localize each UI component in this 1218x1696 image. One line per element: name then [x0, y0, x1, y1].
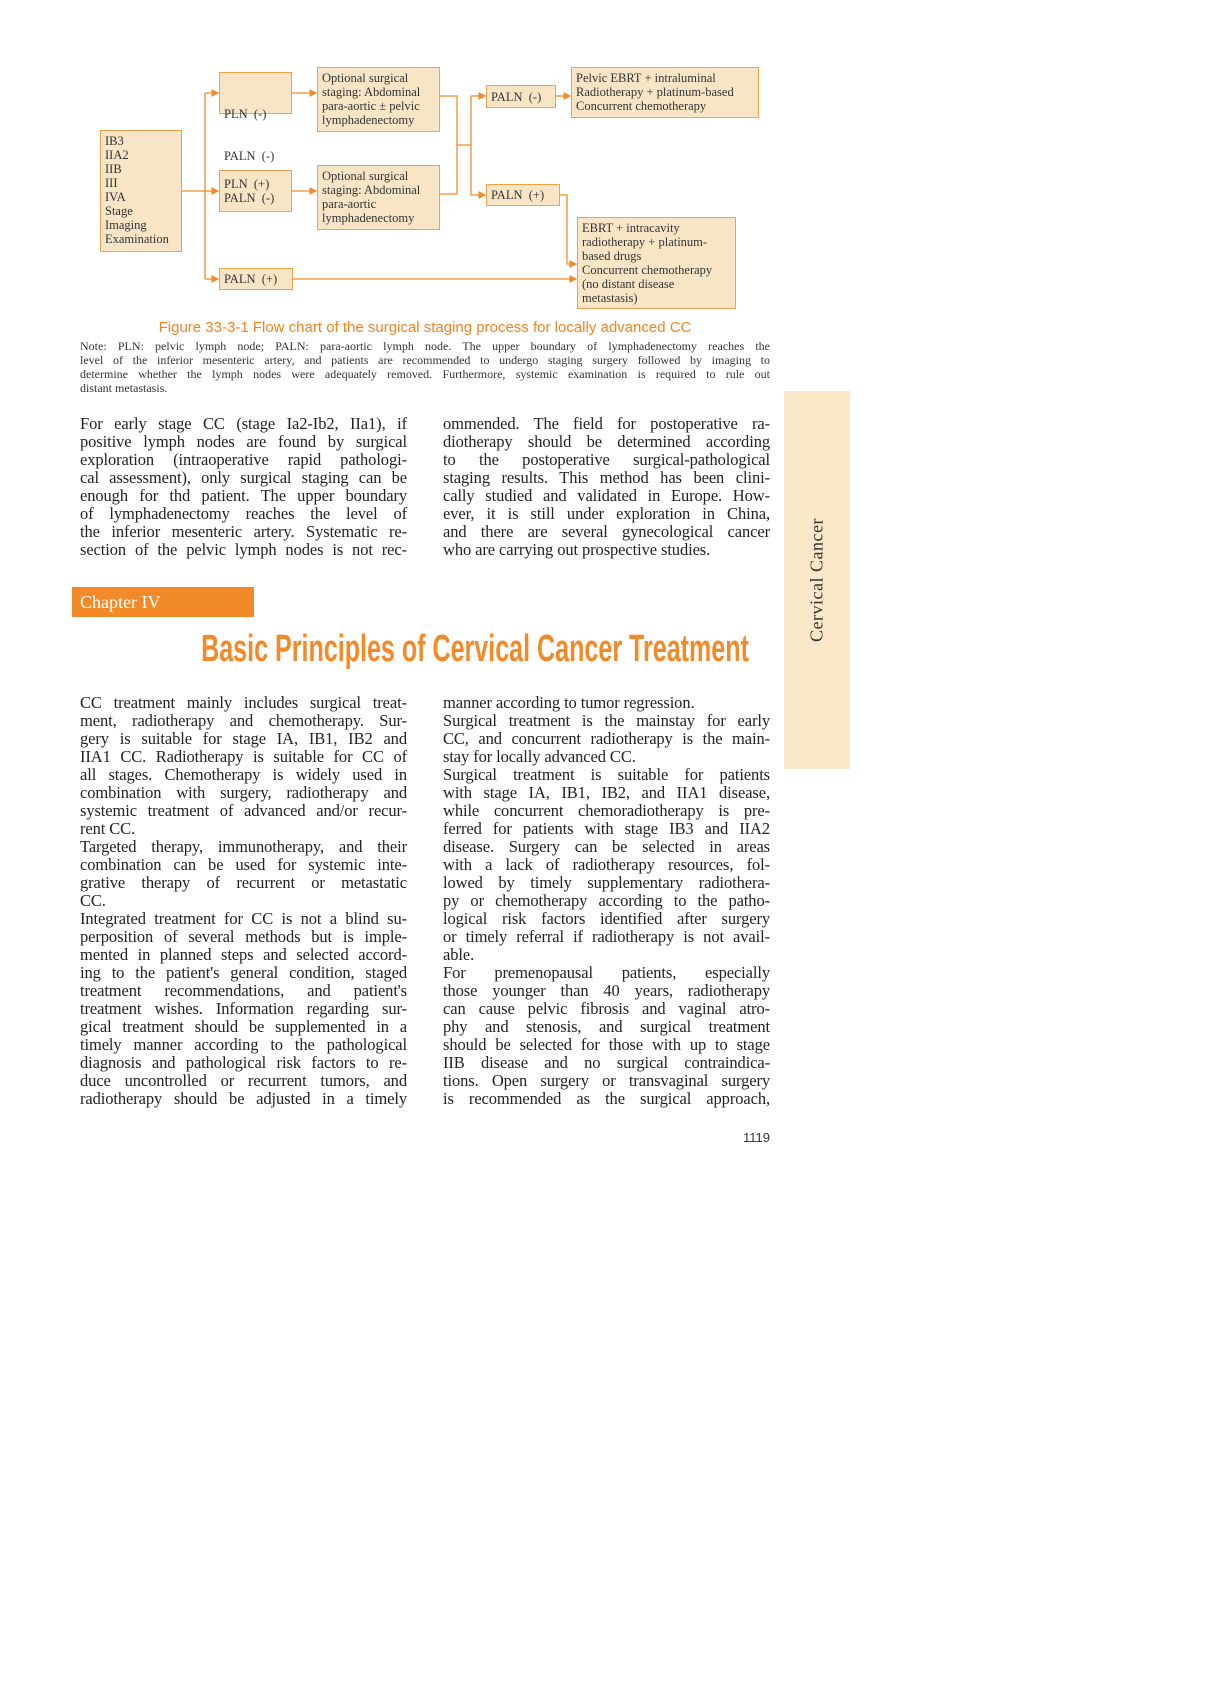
text-line: positive lymph nodes are found by surgical	[80, 432, 407, 451]
box-paln-pos-right	[486, 184, 560, 206]
box-line: (no distant disease	[582, 277, 675, 291]
text-line: CC treatment mainly includes surgical treat-	[80, 693, 407, 712]
text-line: grative therapy of recurrent or metastatic	[80, 873, 407, 892]
text-line: ferred for patients with stage IB3 and IIA2	[443, 819, 770, 838]
text-line: py or chemotherapy according to the patho-	[443, 891, 770, 910]
text-line: exploration (intraoperative rapid pathologi-	[80, 450, 407, 469]
arrow	[560, 195, 576, 264]
text-line: is recommended as the surgical approach,	[443, 1089, 770, 1108]
text-line: tions. Open surgery or transvaginal surgery	[443, 1071, 770, 1090]
text-line: can cause pelvic fibrosis and vaginal atro-	[443, 999, 770, 1018]
text-line: cal assessment), only surgical staging can be	[80, 468, 407, 487]
box-pln-pos-paln-neg	[219, 170, 292, 212]
text-line: stay for locally advanced CC.	[443, 747, 636, 766]
text-line: radiotherapy should be adjusted in a timely	[80, 1089, 407, 1108]
box-line: Examination	[105, 232, 169, 246]
box-line: IIA2	[105, 148, 129, 162]
box-line: lymphadenectomy	[322, 211, 415, 225]
text-line: mented in planned steps and selected accord-	[80, 945, 407, 964]
section2-left-column	[80, 694, 407, 1108]
box-line: Stage	[105, 204, 133, 218]
box-line: III	[105, 176, 118, 190]
text-line: combination with surgery, radiotherapy and	[80, 783, 407, 802]
text-line: logical risk factors identified after surgery	[443, 909, 770, 928]
section1-right-column	[443, 415, 770, 559]
text-line: who are carrying out prospective studies.	[443, 540, 711, 559]
text-line: gery is suitable for stage IA, IB1, IB2 and	[80, 729, 407, 748]
text-line: Surgical treatment is suitable for patients	[443, 765, 770, 784]
text-line: and there are several gynecological cancer	[443, 522, 770, 541]
text-line: For premenopausal patients, especially	[443, 963, 770, 982]
text-line: combination can be used for systemic inte-	[80, 855, 407, 874]
text-line: Surgical treatment is the mainstay for early	[443, 711, 770, 730]
text-line: CC, and concurrent radiotherapy is the main-	[443, 729, 770, 748]
box-line: PALN (+)	[491, 188, 545, 202]
side-tab-label: Cervical Cancer	[806, 518, 827, 642]
text-line: gical treatment should be supplemented in a	[80, 1017, 407, 1036]
box-line: Pelvic EBRT + intraluminal	[576, 71, 716, 85]
box-line: radiotherapy + platinum-	[582, 235, 708, 249]
text-line: with stage IA, IB1, IB2, and IIA1 disease,	[443, 783, 770, 802]
text-line: ment, radiotherapy and chemotherapy. Sur-	[80, 711, 407, 730]
section-title: Basic Principles of Cervical Cancer Treatment	[201, 628, 749, 670]
box-line: IVA	[105, 190, 126, 204]
text-line: lowed by timely supplementary radiothera-	[443, 873, 770, 892]
text-line: rent CC.	[80, 819, 136, 838]
text-line: treatment recommendations, and patient's	[80, 981, 407, 1000]
text-line: perposition of several methods but is imple-	[80, 927, 407, 946]
box-line: PLN (-)	[224, 107, 267, 121]
text-line: manner according to tumor regression.	[443, 693, 695, 712]
box-line: based drugs	[582, 249, 642, 263]
text-line: Note: PLN: pelvic lymph node; PALN: para-aortic lymph node. The upper boundary of lymphadenectomy reaches the	[80, 339, 770, 353]
box-line: PALN (-)	[224, 191, 275, 205]
text-line: staging results. This method has been clini-	[443, 468, 770, 487]
box-optional-staging-1	[317, 67, 440, 132]
box-stage	[100, 130, 182, 252]
box-treatment-2	[577, 217, 736, 309]
text-line: the inferior mesenteric artery. Systematic re-	[80, 522, 407, 541]
text-line: while concurrent chemoradiotherapy is pre-	[443, 801, 770, 820]
text-line: enough for thd patient. The upper boundary	[80, 486, 407, 505]
text-line: phy and stenosis, and surgical treatment	[443, 1017, 770, 1036]
text-line: Integrated treatment for CC is not a blind su-	[80, 909, 407, 928]
text-line: of lymphadenectomy reaches the level of	[80, 504, 407, 523]
text-line: should be selected for those with up to stage	[443, 1035, 770, 1054]
box-line: staging: Abdominal	[322, 183, 421, 197]
text-line: or timely referral if radiotherapy is not avail-	[443, 927, 770, 946]
figure-note	[80, 339, 770, 395]
box-line: IIB	[105, 162, 122, 176]
text-line: IIB disease and no surgical contraindica-	[443, 1053, 770, 1072]
box-line: Optional surgical	[322, 169, 409, 183]
box-line: EBRT + intracavity	[582, 221, 680, 235]
box-line: para-aortic	[322, 197, 377, 211]
box-line: metastasis)	[582, 291, 638, 305]
text-line: Targeted therapy, immunotherapy, and their	[80, 837, 407, 856]
page-title-wrap	[60, 628, 790, 671]
box-paln-pos-left	[219, 268, 293, 290]
text-line: distant metastasis.	[80, 381, 168, 395]
page-number: 1119	[743, 1130, 770, 1145]
figure-caption: Figure 33-3-1 Flow chart of the surgical staging process for locally advanced CC	[158, 319, 692, 336]
text-line: all stages. Chemotherapy is widely used in	[80, 765, 407, 784]
text-line: determine whether the lymph nodes were adequately removed. Furthermore, systemic examination is required to rule out	[80, 367, 770, 381]
text-line: timely manner according to the pathological	[80, 1035, 407, 1054]
text-line: systemic treatment of advanced and/or recur-	[80, 801, 407, 820]
chapter-label: Chapter IV	[72, 587, 254, 617]
box-line: Imaging	[105, 218, 147, 232]
box-paln-neg-right	[486, 85, 556, 108]
box-line: lymphadenectomy	[322, 113, 415, 127]
box-optional-staging-2	[317, 165, 440, 230]
text-line: treatment wishes. Information regarding sur-	[80, 999, 407, 1018]
box-line: PLN (+)	[224, 177, 270, 191]
text-line: section of the pelvic lymph nodes is not rec-	[80, 540, 407, 559]
section2-right-column	[443, 694, 770, 1108]
box-pln-neg-paln-neg	[219, 72, 292, 163]
box-line: staging: Abdominal	[322, 85, 421, 99]
text-line: to the postoperative surgical-pathological	[443, 450, 770, 469]
text-line: ing to the patient's general condition, staged	[80, 963, 407, 982]
text-line: ommended. The field for postoperative ra-	[443, 414, 770, 433]
box-line: IB3	[105, 134, 124, 148]
text-line: diagnosis and pathological risk factors to re-	[80, 1053, 407, 1072]
box-line: Concurrent chemotherapy	[582, 263, 713, 277]
box-line: para-aortic ± pelvic	[322, 99, 420, 113]
connector	[440, 96, 457, 194]
text-line: IIA1 CC. Radiotherapy is suitable for CC of	[80, 747, 407, 766]
box-line: Optional surgical	[322, 71, 409, 85]
text-line: able.	[443, 945, 475, 964]
box-line: PALN (-)	[224, 149, 275, 163]
text-line: diotherapy should be determined according	[443, 432, 770, 451]
box-line: Radiotherapy + platinum-based	[576, 85, 734, 99]
section1-left-column	[80, 415, 407, 559]
text-line: ever, it is still under exploration in China,	[443, 504, 770, 523]
text-line: duce uncontrolled or recurrent tumors, and	[80, 1071, 407, 1090]
text-line: with a lack of radiotherapy resources, fol-	[443, 855, 770, 874]
box-line: PALN (+)	[224, 272, 278, 286]
text-line: those younger than 40 years, radiotherapy	[443, 981, 770, 1000]
text-line: For early stage CC (stage Ia2-Ib2, IIa1), if	[80, 414, 407, 433]
side-tab	[784, 391, 850, 769]
text-line: cally studied and validated in Europe. How-	[443, 486, 770, 505]
text-line: disease. Surgery can be selected in areas	[443, 837, 770, 856]
text-line: CC.	[80, 891, 106, 910]
box-line: Concurrent chemotherapy	[576, 99, 707, 113]
box-line: PALN (-)	[491, 90, 542, 104]
box-treatment-1	[571, 67, 759, 118]
text-line: level of the inferior mesenteric artery, and patients are recommended to undergo staging surgery followed by imaging to	[80, 353, 770, 367]
